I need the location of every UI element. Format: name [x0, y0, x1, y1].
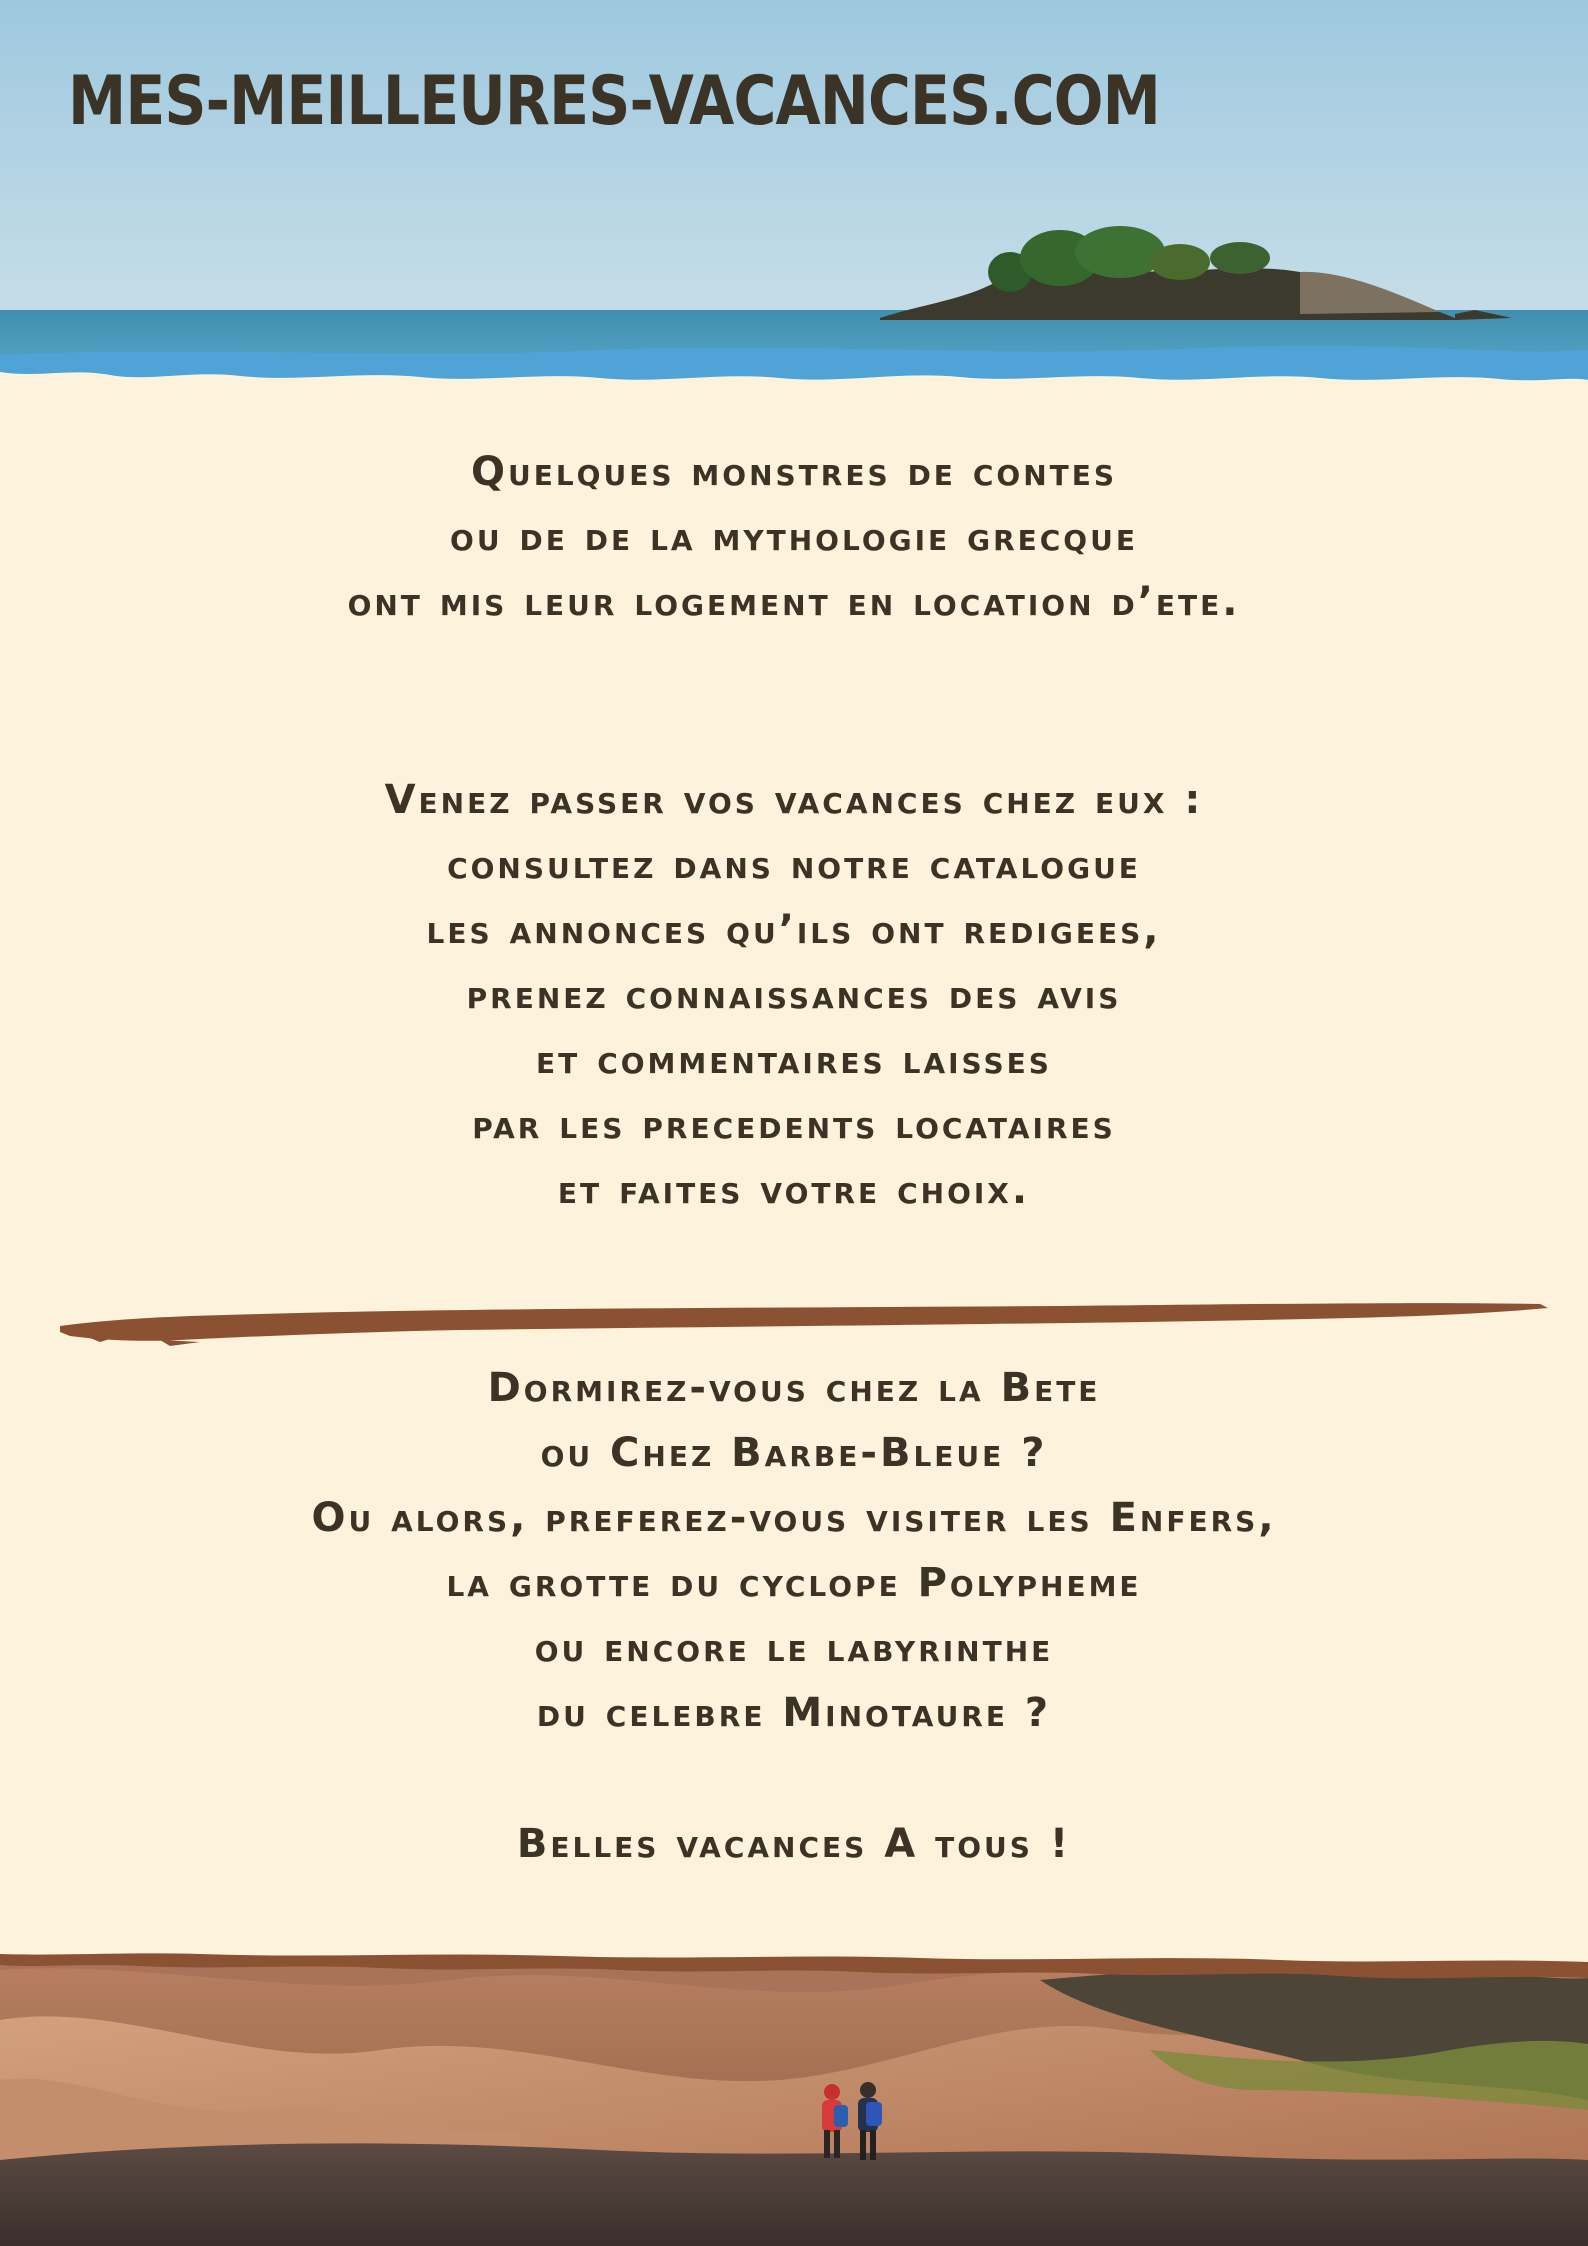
- closing-line: Belles vacances A tous !: [516, 1821, 1072, 1867]
- island-sea-photo: [0, 0, 1588, 400]
- questions-line: la grotte du cyclope Polypheme: [446, 1560, 1142, 1606]
- invitation-line: et commentaires laisses: [536, 1037, 1052, 1083]
- invitation-line: prenez connaissances des avis: [466, 972, 1122, 1018]
- invitation-line: par les precedents locataires: [472, 1102, 1116, 1148]
- intro-line: ou de de la mythologie grecque: [450, 514, 1138, 560]
- questions-line: du celebre Minotaure ?: [536, 1690, 1052, 1736]
- intro-line: Quelques monstres de contes: [470, 449, 1118, 495]
- invitation-line: Venez passer vos vacances chez eux :: [384, 777, 1204, 823]
- intro-text: [0, 440, 1588, 635]
- site-title: MES-MEILLEURES-VACANCES.COM: [68, 62, 1160, 141]
- questions-line: ou encore le labyrinthe: [534, 1625, 1054, 1671]
- questions-line: ou Chez Barbe-Bleue ?: [540, 1430, 1048, 1476]
- closing-text: [0, 1812, 1588, 1877]
- invitation-line: les annonces qu’ils ont redigees,: [426, 907, 1162, 953]
- intro-line: ont mis leur logement en location d’ete.: [347, 579, 1241, 625]
- mountain-hikers-photo: [0, 1940, 1588, 2246]
- questions-line: Ou alors, preferez-vous visiter les Enfers,: [311, 1495, 1277, 1541]
- questions-text: [0, 1356, 1588, 1746]
- invitation-line: consultez dans notre catalogue: [447, 842, 1141, 888]
- questions-line: Dormirez-vous chez la Bete: [487, 1365, 1101, 1411]
- invitation-line: et faites votre choix.: [557, 1167, 1031, 1213]
- invitation-text: [0, 768, 1588, 1223]
- brush-divider: [60, 1296, 1550, 1356]
